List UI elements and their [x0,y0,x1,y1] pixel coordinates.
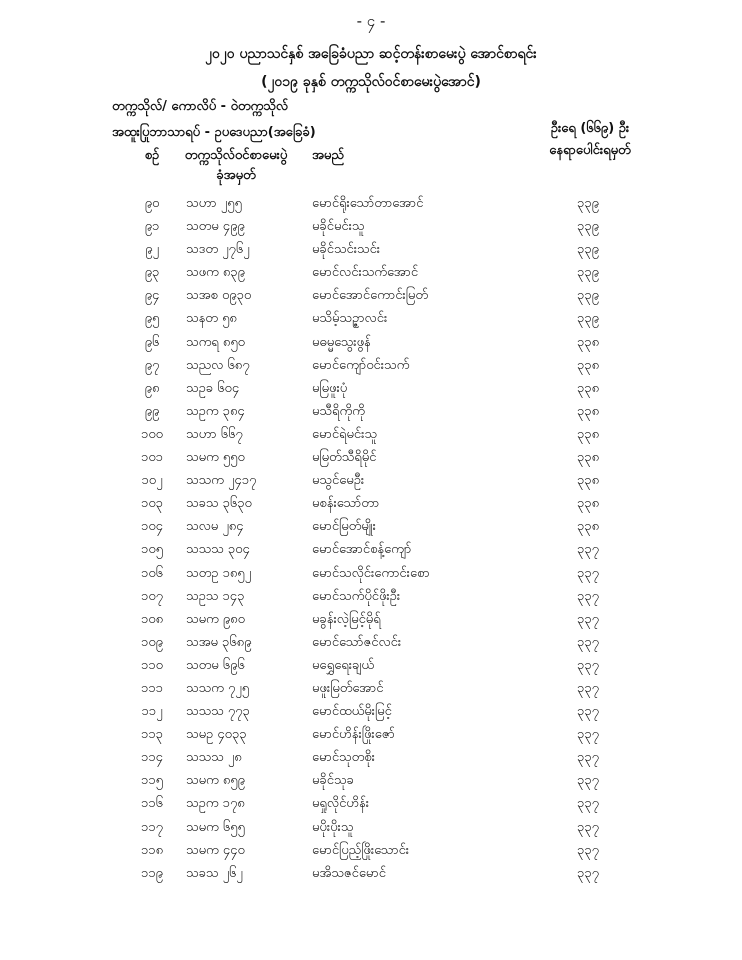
table-row [0,471,742,494]
university-label: တက္ကသိုလ်/ ကောလိပ် - ဝဲတက္ကသိုလ် [112,99,289,114]
row-number: ၉၇ [144,357,160,373]
page-title: ၂၀၂၀ ပညာသင်နှစ် အခြေခံပညာ ဆင့်တန်းစာမေးပွဲ အောင်စာရင်း [205,46,537,62]
row-number: ၉၁ [144,219,160,235]
total-mark: ၃၃၈ [576,357,600,373]
roll-number: သမက ၉၈၀ [186,611,245,627]
row-number: ၁၀၁ [141,450,163,466]
page-subtitle: (၂၀၁၉ ခုနှစ် တက္ကသိုလ်ဝင်စာမေးပွဲအောင်) [261,74,481,90]
total-mark: ၃၃၇ [577,842,599,858]
roll-number: သခသ ၂၆၂ [186,865,243,881]
table-row [0,379,742,402]
student-name: မောင်အောင်စန့်ကျော် [312,542,412,558]
total-mark: ၃၃၇ [577,634,599,650]
table-row [0,679,742,702]
mark-column-header [510,118,670,162]
student-name: မောင်သလိုင်းကောင်းစော [312,565,430,581]
total-mark: ၃၃၇ [577,750,599,766]
table-row [0,425,742,448]
roll-number: သသသ ၃၀၄ [186,542,250,558]
total-mark: ၃၃၉ [577,196,599,211]
roll-number: သဥသ ၁၄၃ [186,588,245,604]
row-number: ၉၀ [144,196,160,211]
student-name: မောင်သော်ဇင်လင်း [312,634,402,650]
total-mark: ၃၃၈ [576,519,600,535]
roll-number: သဥခ ၆၀၄ [186,380,240,396]
roll-number: သသသ ၂၈ [186,750,242,766]
candidate-count: ဦးရေ (၆၆၉) ဦး [550,121,630,136]
student-name: မသွင်မေဦး [312,473,365,489]
roll-number: သဖက ၈၃၉ [186,265,245,281]
roll-number: သတမ ၆၉၆ [186,657,245,673]
row-number: ၁၁၁ [141,680,163,696]
table-row [0,217,742,240]
total-mark: ၃၃၇ [577,680,599,696]
row-number: ၁၁၂ [141,704,163,720]
table-row [0,333,742,356]
results-table [0,194,742,887]
column-header-name: အမည် [312,148,344,163]
roll-number: သအစ ၀၉၃၀ [186,288,252,304]
total-mark-label: နေရာပေါင်းရမှတ် [549,143,631,158]
student-name: မခိုင်သင်းသင်း [312,242,381,258]
roll-number: သတမ ၄၉၉ [186,219,245,235]
roll-number: သလမ ၂၈၄ [186,519,244,535]
total-mark: ၃၃၈ [576,334,600,350]
student-name: မရှုလိုင်ဟိန်း [312,796,370,812]
table-row [0,748,742,771]
row-number: ၁၀၆ [141,565,163,581]
student-name: မောင်လင်းသက်အောင် [312,265,419,281]
student-name: မခွန်းလဲ့မြင့်မိုရ် [312,611,381,627]
row-number: ၁၀၀ [141,426,163,442]
roll-number: သမဥ ၄၀၃၃ [186,727,247,743]
student-name: မောင်သက်ပိုင်ဖိုးဦး [312,588,401,604]
roll-number: သဥက ၁၇၈ [186,796,245,812]
student-name: မအိသဇင်မောင် [312,865,386,881]
total-mark: ၃၃၇ [577,819,599,835]
table-row [0,610,742,633]
table-row [0,864,742,887]
student-name: မခိုင်မင်းသူ [312,219,365,235]
row-number: ၉၉ [144,403,160,419]
table-row [0,794,742,817]
total-mark: ၃၃၇ [577,588,599,604]
row-number: ၉၆ [144,334,160,350]
table-row [0,564,742,587]
major-subject-label: အထူးပြုဘာသာရပ် - ဥပဒေပညာ(အခြေခံ) [112,125,316,140]
total-mark: ၃၃၈ [576,380,600,396]
row-number: ၁၀၈ [140,611,164,627]
roll-number: သနတ ၅၈ [186,311,237,327]
total-mark: ၃၃၉ [577,265,599,281]
student-name: မောင်မြတ်မျိုး [312,519,376,535]
student-name: မောင်ဟိန်းဖြိုးဇော် [312,727,395,743]
roll-number: သဟာ ၆၆၇ [186,426,243,442]
table-row [0,309,742,332]
row-number: ၁၁၉ [141,865,163,881]
student-name: မသီရိကိုကို [312,403,365,419]
total-mark: ၃၃၇ [577,611,599,627]
row-number: ၉၄ [144,288,160,304]
roll-number: သညလ ၆၈၇ [186,357,250,373]
roll-number: သမက ၈၅၉ [186,773,245,789]
table-row [0,633,742,656]
table-row [0,286,742,309]
column-header-roll [176,146,296,186]
student-name: မောင်ရဲမင်းသူ [312,426,378,442]
table-row [0,494,742,517]
roll-number: သသက ၂၄၁၇ [186,473,257,489]
student-name: မစန်းသော်တာ [312,496,380,512]
total-mark: ၃၃၈ [576,450,600,466]
row-number: ၁၀၂ [141,473,163,489]
row-number: ၁၀၇ [141,588,163,604]
student-name: မောင်ထယ်မိုးမြင့် [312,704,392,720]
roll-number: သမက ၆၅၅ [186,819,245,835]
row-number: ၉၂ [145,242,159,258]
row-number: ၁၀၃ [141,496,163,512]
total-mark: ၃၃၇ [577,796,599,812]
total-mark: ၃၃၉ [577,219,599,235]
table-row [0,540,742,563]
table-row [0,356,742,379]
student-name: မသိမ့်သဉ္ဇာလင်း [312,311,388,327]
student-name: မဖူးမြတ်အောင် [312,680,384,696]
roll-number: သဟာ ၂၅၅ [186,196,242,211]
total-mark: ၃၃၇ [577,565,599,581]
student-name: မောင်အောင်ကောင်းမြတ် [312,288,428,304]
column-header-no: စဉ် [144,148,160,163]
total-mark: ၃၃၇ [577,865,599,881]
total-mark: ၃၃၉ [577,311,599,327]
roll-number: သဒတ ၂၇၆၂ [186,242,250,258]
total-mark: ၃၃၉ [577,242,599,258]
row-number: ၁၀၄ [141,519,163,535]
roll-number: သကရ ၈၅၀ [186,334,245,350]
page-number: - ၄ - [356,12,386,30]
student-name: မမြဖူးပုံ [312,380,348,396]
roll-number: သတဥ ၁၈၅၂ [186,565,252,581]
student-name: မောင်ပြည့်ဖြိုးသောင်း [312,842,410,858]
student-name: မောင်ကျော်ဝင်းသက် [312,357,410,373]
roll-number: သမက ၅၅၀ [186,450,245,466]
student-name: မပိုးပိုးသူ [312,819,354,835]
table-row [0,725,742,748]
table-row [0,702,742,725]
student-name: မောင်ရိုးသော်တာအောင် [312,196,424,211]
row-number: ၁၁၃ [141,727,163,743]
table-row [0,587,742,610]
table-row [0,841,742,864]
roll-number: သသက ၇၂၅ [186,680,250,696]
roll-number: သဥက ၃၈၄ [186,403,245,419]
table-row [0,771,742,794]
row-number: ၁၁၀ [141,657,163,673]
student-name: မမြတ်သီရိမိုင် [312,450,377,466]
column-header-roll-line1: တက္ကသိုလ်ဝင်စာမေးပွဲ [184,148,288,163]
table-row [0,448,742,471]
table-row [0,517,742,540]
total-mark: ၃၃၇ [577,773,599,789]
table-row [0,656,742,679]
student-name: မခိုင်သုခ [312,773,354,789]
table-row [0,194,742,217]
row-number: ၉၃ [144,265,160,281]
total-mark: ၃၃၈ [576,403,600,419]
table-row [0,240,742,263]
row-number: ၁၁၄ [141,750,163,766]
row-number: ၁၁၇ [141,819,163,835]
roll-number: သသသ ၇၇၃ [186,704,250,720]
total-mark: ၃၃၇ [577,657,599,673]
row-number: ၁၁၆ [141,796,163,812]
student-name: မောင်သုတစိုး [312,750,375,766]
total-mark: ၃၃၇ [577,542,599,558]
student-name: မဓမ္မသွေးဖွန် [312,334,371,350]
row-number: ၉၈ [144,380,160,396]
total-mark: ၃၃၈ [576,496,600,512]
student-name: မရွှေရေးချယ် [312,657,375,673]
roll-number: သမက ၄၄၀ [186,842,245,858]
row-number: ၁၁၈ [140,842,164,858]
total-mark: ၃၃၈ [576,426,600,442]
row-number: ၁၀၅ [141,542,163,558]
total-mark: ၃၃၇ [577,727,599,743]
row-number: ၉၅ [144,311,160,327]
row-number: ၁၀၉ [141,634,163,650]
table-row [0,263,742,286]
total-mark: ၃၃၈ [576,473,600,489]
column-header-roll-line2: ခုံအမှတ် [216,168,256,183]
table-row [0,818,742,841]
total-mark: ၃၃၉ [577,288,599,304]
total-mark: ၃၃၇ [577,704,599,720]
roll-number: သခသ ၃၆၃၀ [186,496,252,512]
row-number: ၁၁၅ [141,773,163,789]
roll-number: သအမ ၃၆၈၉ [186,634,252,650]
table-row [0,402,742,425]
